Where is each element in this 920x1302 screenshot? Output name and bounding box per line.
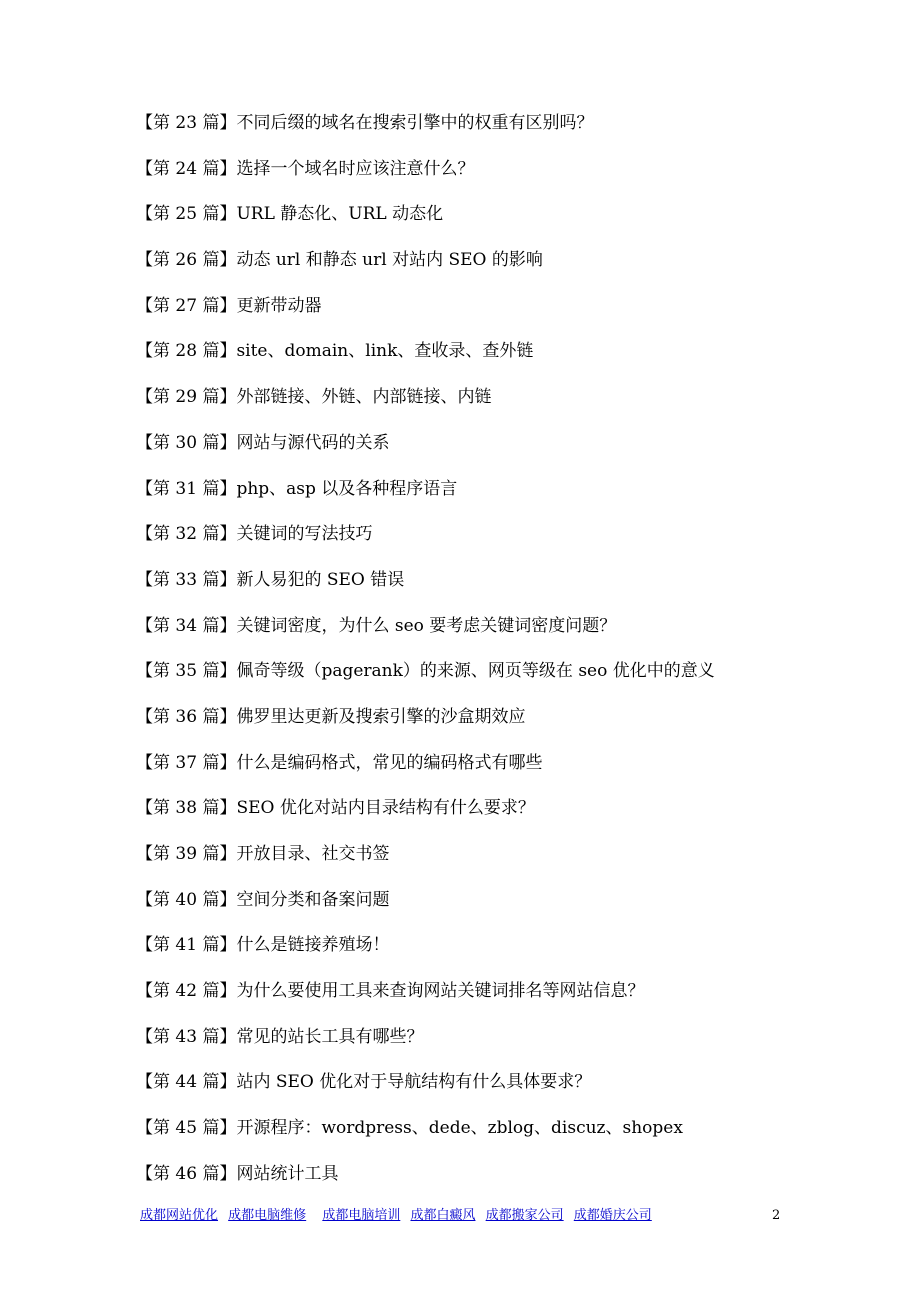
article-item: 【第 24 篇】选择一个域名时应该注意什么？	[136, 158, 475, 179]
article-item: 【第 34 篇】关键词密度，为什么 seo 要考虑关键词密度问题？	[136, 615, 617, 636]
footer-link-vitiligo[interactable]: 成都白癜风	[410, 1208, 476, 1223]
article-item: 【第 36 篇】佛罗里达更新及搜索引擎的沙盒期效应	[136, 706, 526, 727]
footer-link-wedding-company[interactable]: 成都婚庆公司	[573, 1208, 652, 1223]
article-item: 【第 44 篇】站内 SEO 优化对于导航结构有什么具体要求？	[136, 1072, 592, 1093]
article-item: 【第 29 篇】外部链接、外链、内部链接、内链	[136, 387, 492, 408]
footer-link-computer-repair[interactable]: 成都电脑维修	[228, 1208, 307, 1223]
article-item: 【第 45 篇】开源程序：wordpress、dede、zblog、discuz、shopex	[136, 1118, 683, 1139]
article-item: 【第 40 篇】空间分类和备案问题	[136, 889, 390, 910]
article-item: 【第 41 篇】什么是链接养殖场！	[136, 935, 390, 956]
article-item: 【第 28 篇】site、domain、link、查收录、查外链	[136, 341, 534, 362]
article-item: 【第 33 篇】新人易犯的 SEO 错误	[136, 569, 405, 590]
article-item: 【第 32 篇】关键词的写法技巧	[136, 524, 373, 545]
article-item: 【第 43 篇】常见的站长工具有哪些？	[136, 1026, 424, 1047]
article-item: 【第 35 篇】佩奇等级（pagerank）的来源、网页等级在 seo 优化中的意义	[136, 661, 715, 682]
article-item: 【第 46 篇】网站统计工具	[136, 1163, 339, 1184]
article-item: 【第 38 篇】SEO 优化对站内目录结构有什么要求？	[136, 798, 535, 819]
footer-links	[140, 1206, 800, 1226]
article-item: 【第 26 篇】动态 url 和静态 url 对站内 SEO 的影响	[136, 250, 543, 271]
footer-link-seo[interactable]: 成都网站优化	[140, 1208, 219, 1223]
article-list	[136, 106, 836, 1203]
article-item: 【第 27 篇】更新带动器	[136, 295, 322, 316]
article-item: 【第 42 篇】为什么要使用工具来查询网站关键词排名等网站信息？	[136, 981, 645, 1002]
page-number: 2	[772, 1208, 781, 1223]
footer-link-computer-training[interactable]: 成都电脑培训	[322, 1208, 401, 1223]
article-item: 【第 31 篇】php、asp 以及各种程序语言	[136, 478, 458, 499]
article-item: 【第 39 篇】开放目录、社交书签	[136, 844, 390, 864]
article-item: 【第 25 篇】URL 静态化、URL 动态化	[136, 204, 444, 225]
article-item: 【第 37 篇】什么是编码格式，常见的编码格式有哪些	[136, 752, 543, 773]
article-item: 【第 30 篇】网站与源代码的关系	[136, 432, 390, 453]
footer-link-moving-company[interactable]: 成都搬家公司	[485, 1208, 564, 1223]
article-item: 【第 23 篇】不同后缀的域名在搜索引擎中的权重有区别吗？	[136, 113, 594, 133]
